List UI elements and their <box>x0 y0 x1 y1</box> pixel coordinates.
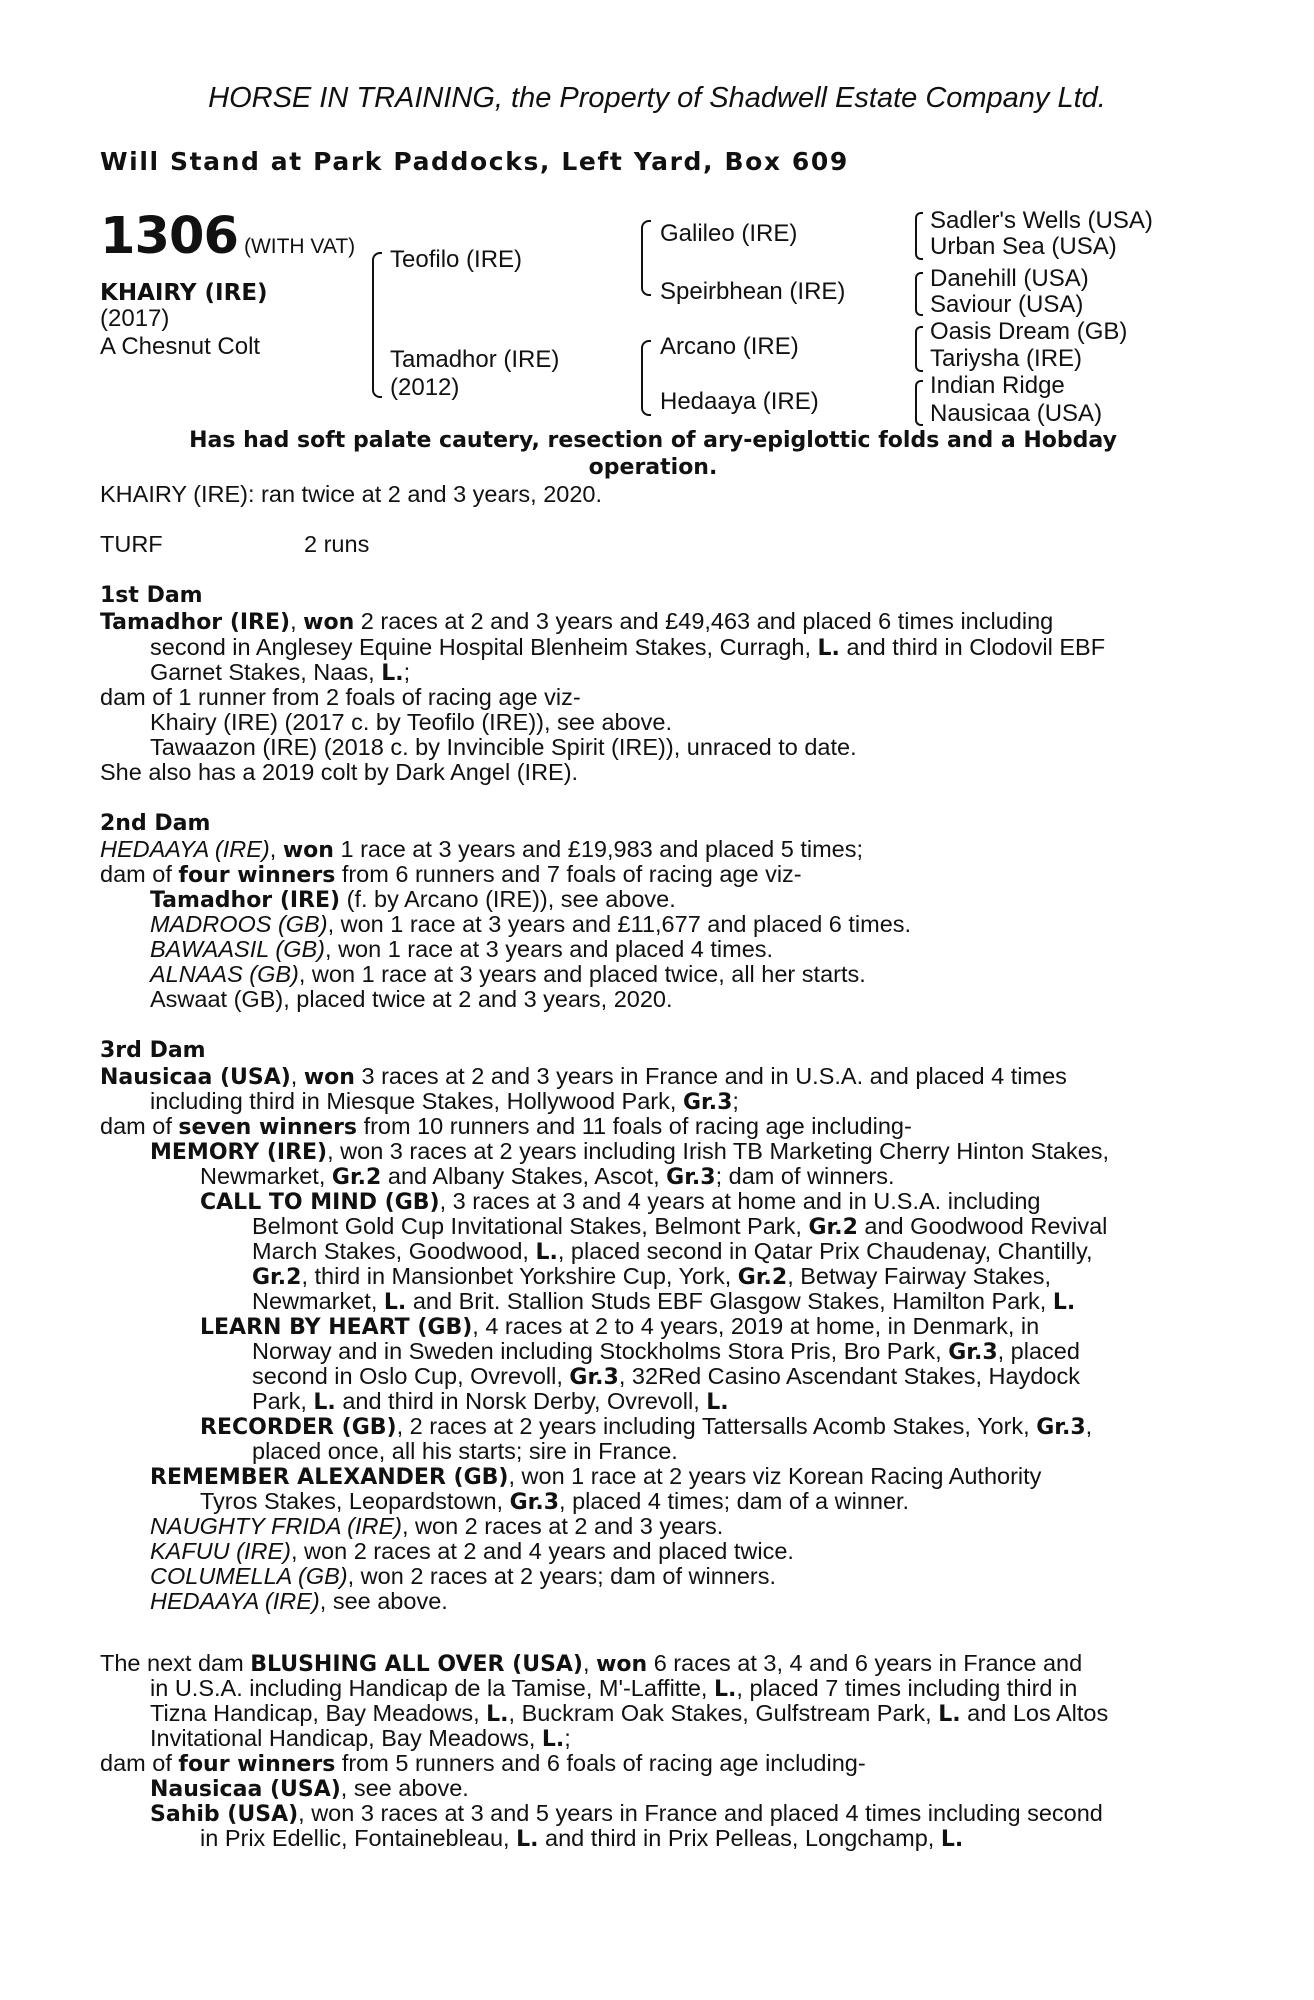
progeny-name: Sahib (USA) <box>150 1802 299 1827</box>
pedigree-ggd-1: Urban Sea (USA) <box>930 233 1117 260</box>
learn-by-heart-line-1 <box>200 1313 1039 1340</box>
call-to-mind-line-2 <box>252 1213 1107 1240</box>
grade-label: Gr.2 <box>808 1215 858 1240</box>
first-dam-line-2 <box>150 634 1105 661</box>
text: and third in Clodovil EBF <box>846 634 1106 660</box>
second-dam-heading: 2nd Dam <box>100 811 211 836</box>
progeny-name: CALL TO MIND (GB) <box>200 1190 440 1215</box>
text: in U.S.A. including Handicap de la Tamise, M'-Laffitte, <box>150 1675 708 1701</box>
progeny-name: MEMORY (IRE) <box>150 1140 328 1165</box>
pedigree-ggd-4: Nausicaa (USA) <box>930 400 1103 427</box>
text: Invitational Handicap, Bay Meadows, <box>150 1725 536 1751</box>
pedigree-bracket-g3-4 <box>915 380 923 426</box>
pedigree-ggs-1: Sadler's Wells (USA) <box>930 207 1153 234</box>
won-label: won <box>596 1652 648 1677</box>
first-dam-line-6: Tawaazon (IRE) (2018 c. by Invincible Spirit (IRE)), unraced to date. <box>150 734 857 760</box>
first-dam-name: Tamadhor (IRE) <box>100 610 291 635</box>
memory-line-1 <box>150 1138 1109 1165</box>
text: The next dam <box>100 1650 244 1676</box>
pedigree-bracket-sire-dam <box>372 252 382 398</box>
race-record: KHAIRY (IRE): ran twice at 2 and 3 years, 2020. <box>100 481 603 507</box>
text: (f. by Arcano (IRE)), see above. <box>346 886 676 912</box>
text: from 10 runners and 11 foals of racing age including- <box>363 1113 912 1139</box>
call-to-mind-line-3 <box>252 1238 1093 1265</box>
memory-line-2 <box>200 1163 895 1190</box>
listed-label: L. <box>817 636 840 661</box>
text: , 32Red Casino Ascendant Stakes, Haydock <box>618 1363 1080 1389</box>
text: , placed second in Qatar Prix Chaudenay, Chantilly, <box>557 1238 1093 1264</box>
text: , Betway Fairway Stakes, <box>787 1263 1052 1289</box>
text: , <box>1085 1413 1093 1439</box>
grade-label: Gr.3 <box>666 1165 716 1190</box>
text: Tizna Handicap, Bay Meadows, <box>150 1700 480 1726</box>
second-dam-line-6 <box>150 961 866 988</box>
grade-label: Gr.3 <box>1036 1415 1086 1440</box>
kafuu-line <box>150 1538 794 1565</box>
listed-label: L. <box>714 1677 737 1702</box>
surgery-note-line-1: Has had soft palate cautery, resection of ary-epiglottic folds and a Hobday <box>189 428 1117 453</box>
listed-label: L. <box>313 1390 336 1415</box>
text: , placed 4 times; dam of a winner. <box>559 1488 910 1514</box>
remember-alexander-line-1 <box>150 1463 1041 1490</box>
progeny-name: HEDAAYA (IRE) <box>150 1588 320 1614</box>
grade-label: Gr.3 <box>948 1340 998 1365</box>
first-dam-line-1: Tamadhor (IRE), won 2 races at 2 and 3 years and £49,463 and placed 6 times including <box>100 608 1054 635</box>
pedigree-dam-sire: Arcano (IRE) <box>660 333 799 360</box>
text: , third in Mansionbet Yorkshire Cup, York, <box>301 1263 732 1289</box>
text: in Prix Edellic, Fontainebleau, <box>200 1825 510 1851</box>
progeny-name: Nausicaa (USA) <box>150 1777 341 1802</box>
page-title: HORSE IN TRAINING, the Property of Shadwell Estate Company Ltd. <box>208 82 1106 114</box>
horse-description: A Chesnut Colt <box>100 333 261 360</box>
second-dam-line-1: HEDAAYA (IRE), won 1 race at 3 years and £19,983 and placed 5 times; <box>100 836 864 863</box>
winners-count: four winners <box>178 863 336 888</box>
text: , won 2 races at 2 and 4 years and placed twice. <box>291 1538 794 1564</box>
pedigree-bracket-g3-1 <box>915 212 923 260</box>
first-dam-line-5: Khairy (IRE) (2017 c. by Teofilo (IRE)), see above. <box>150 709 673 735</box>
next-dam-line-6 <box>150 1775 469 1802</box>
first-dam-heading: 1st Dam <box>100 583 203 608</box>
text: , won 2 races at 2 and 3 years. <box>401 1513 724 1539</box>
text: and Albany Stakes, Ascot, <box>387 1163 660 1189</box>
progeny-name: MADROOS (GB) <box>150 911 328 937</box>
grade-label: Gr.3 <box>569 1365 619 1390</box>
text: , see above. <box>340 1775 469 1801</box>
first-dam-line-7: She also has a 2019 colt by Dark Angel (IRE). <box>100 759 579 785</box>
progeny-name: COLUMELLA (GB) <box>150 1563 348 1589</box>
text: from 5 runners and 6 foals of racing age including- <box>341 1750 866 1776</box>
text: and Los Altos <box>967 1700 1109 1726</box>
listed-label: L. <box>381 661 404 686</box>
progeny-name: RECORDER (GB) <box>200 1415 397 1440</box>
next-dam-line-1: The next dam BLUSHING ALL OVER (USA), won 6 races at 3, 4 and 6 years in France and <box>100 1650 1083 1677</box>
next-dam-line-5 <box>100 1750 866 1777</box>
text: and Brit. Stallion Studs EBF Glasgow Stakes, Hamilton Park, <box>412 1288 1047 1314</box>
remember-alexander-line-2 <box>200 1488 909 1515</box>
listed-label: L. <box>516 1827 539 1852</box>
next-dam-line-3 <box>150 1700 1108 1727</box>
text: , placed <box>997 1338 1080 1364</box>
text: second in Anglesey Equine Hospital Blenheim Stakes, Curragh, <box>150 634 811 660</box>
text: March Stakes, Goodwood, <box>252 1238 529 1264</box>
second-dam-name: HEDAAYA (IRE) <box>100 836 270 862</box>
third-dam-line-1: Nausicaa (USA), won 3 races at 2 and 3 years in France and in U.S.A. and placed 4 times <box>100 1063 1067 1090</box>
next-dam-name: BLUSHING ALL OVER (USA) <box>250 1652 583 1677</box>
pedigree-ggd-3: Tariysha (IRE) <box>930 345 1083 372</box>
text: , see above. <box>319 1588 448 1614</box>
progeny-name: LEARN BY HEART (GB) <box>200 1315 473 1340</box>
lot-number: 1306 <box>100 207 238 266</box>
learn-by-heart-line-3 <box>252 1363 1080 1390</box>
hedaaya-line <box>150 1588 448 1615</box>
text: ; dam of winners. <box>715 1163 895 1189</box>
progeny-name: KAFUU (IRE) <box>150 1538 291 1564</box>
lot-number-block <box>100 207 355 266</box>
text: 3 races at 2 and 3 years in France and in U.S.A. and placed 4 times <box>361 1063 1067 1089</box>
runs-count: 2 runs <box>304 531 370 557</box>
text: , won 3 races at 2 years including Irish TB Marketing Cherry Hinton Stakes, <box>327 1138 1110 1164</box>
text: Norway and in Sweden including Stockholms Stora Pris, Bro Park, <box>252 1338 942 1364</box>
text: ; <box>403 659 411 685</box>
first-dam-line-4: dam of 1 runner from 2 foals of racing age viz- <box>100 684 581 710</box>
next-dam-line-8 <box>200 1825 963 1852</box>
pedigree-ggs-4: Indian Ridge <box>930 372 1065 399</box>
third-dam-heading: 3rd Dam <box>100 1038 206 1063</box>
call-to-mind-line-1 <box>200 1188 1041 1215</box>
winners-count: seven winners <box>178 1115 358 1140</box>
next-dam-line-7 <box>150 1800 1103 1827</box>
pedigree-bracket-g3-3 <box>915 326 923 372</box>
third-dam-name: Nausicaa (USA) <box>100 1065 291 1090</box>
text: 6 races at 3, 4 and 6 years in France and <box>653 1650 1083 1676</box>
text: , placed 7 times including third in <box>736 1675 1078 1701</box>
text: , won 1 race at 3 years and £11,677 and placed 6 times. <box>327 911 912 937</box>
text: dam of <box>100 1113 172 1139</box>
progeny-name: BAWAASIL (GB) <box>150 936 326 962</box>
second-dam-line-2 <box>100 861 802 888</box>
text: and third in Prix Pelleas, Longchamp, <box>545 1825 935 1851</box>
pedigree-ggd-2: Saviour (USA) <box>930 291 1084 318</box>
learn-by-heart-line-2 <box>252 1338 1080 1365</box>
surgery-note-line-2: operation. <box>588 455 718 480</box>
text: second in Oslo Cup, Ovrevoll, <box>252 1363 563 1389</box>
text: dam of <box>100 861 172 887</box>
listed-label: L. <box>541 1727 565 1752</box>
pedigree-ggs-2: Danehill (USA) <box>930 265 1089 292</box>
pedigree-bracket-g3-2 <box>915 272 923 316</box>
grade-label: Gr.3 <box>682 1090 733 1115</box>
second-dam-line-4 <box>150 911 911 938</box>
pedigree-ggs-3: Oasis Dream (GB) <box>930 318 1128 345</box>
third-dam-line-3 <box>100 1113 912 1140</box>
listed-label: L. <box>383 1290 407 1315</box>
text: Newmarket, <box>200 1163 326 1189</box>
next-dam-line-2 <box>150 1675 1077 1702</box>
horse-name: KHAIRY (IRE) <box>100 280 268 306</box>
next-dam-line-4 <box>150 1725 571 1752</box>
text: ; <box>564 1725 571 1751</box>
grade-label: Gr.3 <box>509 1490 560 1515</box>
pedigree-sire-sire: Galileo (IRE) <box>660 220 798 247</box>
pedigree-bracket-sire-line <box>641 220 651 296</box>
text: Newmarket, <box>252 1288 378 1314</box>
second-dam-line-3 <box>150 886 676 913</box>
won-label: won <box>282 838 334 863</box>
vat-label: (WITH VAT) <box>243 235 356 258</box>
columella-line <box>150 1563 776 1590</box>
third-dam-line-2 <box>150 1088 739 1115</box>
text: including third in Miesque Stakes, Hollywood Park, <box>150 1088 677 1114</box>
listed-label: L. <box>706 1390 729 1415</box>
text: , Buckram Oak Stakes, Gulfstream Park, <box>508 1700 932 1726</box>
recorder-line-1 <box>200 1413 1092 1440</box>
text: , won 1 race at 3 years and placed 4 times. <box>325 936 774 962</box>
pedigree-sire-dam: Speirbhean (IRE) <box>660 278 846 305</box>
pedigree-dam-year: (2012) <box>390 374 460 401</box>
grade-label: Gr.2 <box>737 1265 788 1290</box>
text: and Goodwood Revival <box>864 1213 1108 1239</box>
surface-label: TURF <box>100 531 163 557</box>
naughty-frida-line <box>150 1513 723 1540</box>
listed-label: L. <box>938 1702 961 1727</box>
text: , won 1 race at 2 years viz Korean Racing Authority <box>508 1463 1042 1489</box>
winners-count: four winners <box>178 1752 336 1777</box>
listed-label: L. <box>940 1827 964 1852</box>
text: , 4 races at 2 to 4 years, 2019 at home, in Denmark, in <box>472 1313 1040 1339</box>
progeny-name: NAUGHTY FRIDA (IRE) <box>150 1513 402 1539</box>
text: dam of <box>100 1750 172 1776</box>
progeny-name: REMEMBER ALEXANDER (GB) <box>150 1465 509 1490</box>
listed-label: L. <box>535 1240 558 1265</box>
pedigree-dam: Tamadhor (IRE) <box>390 346 560 373</box>
listed-label: L. <box>486 1702 509 1727</box>
text: , won 1 race at 3 years and placed twice, all her starts. <box>298 961 866 987</box>
text: , won 3 races at 3 and 5 years in France and placed 4 times including second <box>298 1800 1103 1826</box>
recorder-line-2: placed once, all his starts; sire in France. <box>252 1438 678 1464</box>
text: from 6 runners and 7 foals of racing age viz- <box>341 861 802 887</box>
text: Belmont Gold Cup Invitational Stakes, Belmont Park, <box>252 1213 802 1239</box>
text: 1 race at 3 years and £19,983 and placed 5 times; <box>340 836 864 862</box>
text: Tyros Stakes, Leopardstown, <box>200 1488 504 1514</box>
text: , won 2 races at 2 years; dam of winners. <box>347 1563 777 1589</box>
pedigree-bracket-dam-line <box>641 340 651 416</box>
second-dam-line-5 <box>150 936 773 963</box>
first-dam-line-3 <box>150 659 410 686</box>
text: , 3 races at 3 and 4 years at home and in U.S.A. including <box>439 1188 1041 1214</box>
first-dam-line-1-text: 2 races at 2 and 3 years and £49,463 and placed 6 times including <box>360 608 1054 634</box>
progeny-name: Tamadhor (IRE) <box>150 888 341 913</box>
second-dam-line-7: Aswaat (GB), placed twice at 2 and 3 years, 2020. <box>150 986 673 1012</box>
text: ; <box>732 1088 739 1114</box>
text: , 2 races at 2 years including Tattersalls Acomb Stakes, York, <box>396 1413 1030 1439</box>
grade-label: Gr.2 <box>252 1265 302 1290</box>
pedigree-sire: Teofilo (IRE) <box>390 246 523 273</box>
pedigree-dam-dam: Hedaaya (IRE) <box>660 388 819 415</box>
call-to-mind-line-5 <box>252 1288 1075 1315</box>
stand-location: Will Stand at Park Paddocks, Left Yard, Box 609 <box>100 147 849 176</box>
won-label: won <box>303 610 355 635</box>
text: Park, <box>252 1388 307 1414</box>
text: and third in Norsk Derby, Ovrevoll, <box>342 1388 700 1414</box>
text: Garnet Stakes, Naas, <box>150 659 375 685</box>
listed-label: L. <box>1052 1290 1076 1315</box>
won-label: won <box>303 1065 355 1090</box>
grade-label: Gr.2 <box>331 1165 382 1190</box>
call-to-mind-line-4 <box>252 1263 1051 1290</box>
horse-year: (2017) <box>100 305 170 332</box>
learn-by-heart-line-4 <box>252 1388 729 1415</box>
progeny-name: ALNAAS (GB) <box>150 961 299 987</box>
